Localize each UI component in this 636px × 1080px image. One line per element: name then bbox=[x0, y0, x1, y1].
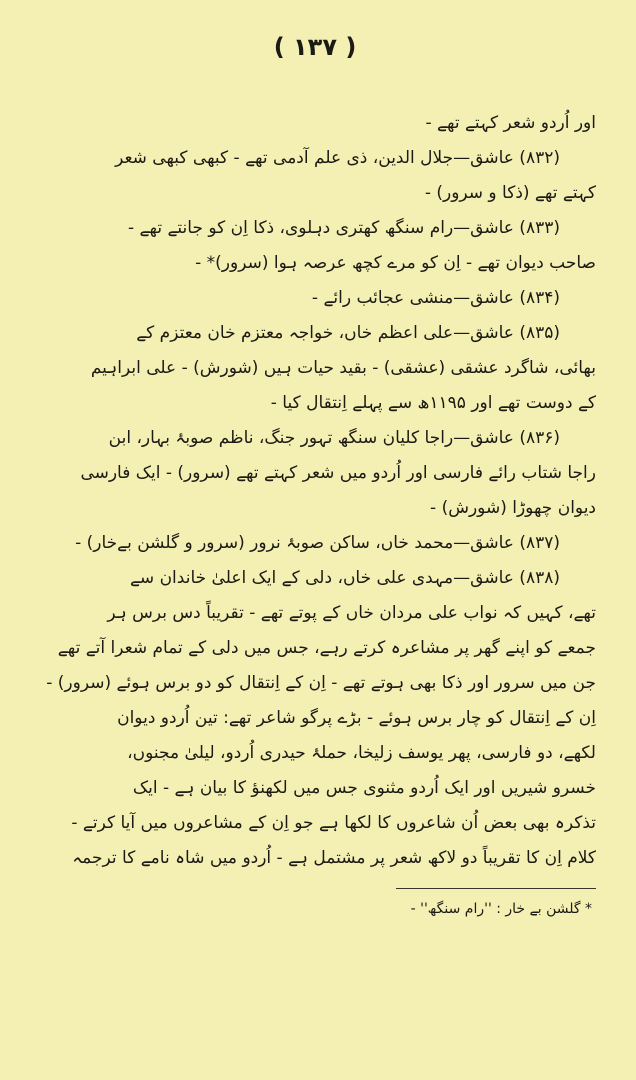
text-line: تھے، کہیں کہ نواب علی مردان خاں کے پوتے تھے - تقریباً دس برس ہر bbox=[107, 603, 596, 623]
text-line: اِن کے اِنتقال کو چار برس ہوئے - بڑے پرگو شاعر تھے: تین اُردو دیوان bbox=[117, 708, 596, 728]
entry-833: (۸۳۳) عاشق—رام سنگھ کھتری دہلوی، ذکا اِن کو جانتے تھے - bbox=[127, 218, 560, 238]
entry-837: (۸۳۷) عاشق—محمد خاں، ساکن صوبۂ نرور (سرور و گلشن بےخار) - bbox=[75, 533, 560, 553]
text-line: تذکرہ بھی بعض اُن شاعروں کا لکھا ہے جو اِن کے مشاعروں میں آیا کرتے - bbox=[71, 813, 596, 833]
text-line: جمعے کو اپنے گھر پر مشاعرہ کرتے رہے، جس میں دلی کے تمام شعرا آتے تھے bbox=[57, 638, 596, 658]
text-line: صاحب دیوان تھے - اِن کو مرے کچھ عرصہ ہوا (سرور)* - bbox=[195, 253, 596, 273]
text-line: اور اُردو شعر کہتے تھے - bbox=[425, 113, 596, 133]
footnote-divider bbox=[396, 888, 596, 889]
page-number: ( ۱۳۷ ) bbox=[273, 33, 357, 61]
text-line: جن میں سرور اور ذکا بھی ہوتے تھے - اِن کے اِنتقال کو دو برس ہوئے (سرور) - bbox=[46, 673, 596, 693]
entry-832: (۸۳۲) عاشق—جلال الدین، ذی علم آدمی تھے - کبھی کبھی شعر bbox=[115, 148, 560, 168]
page-body bbox=[34, 106, 596, 876]
footnote: * گلشن بے خار : ''رام سنگھ'' - bbox=[410, 901, 592, 917]
entry-836: (۸۳۶) عاشق—راجا کلیان سنگھ تہور جنگ، ناظم صوبۂ بہار، ابن bbox=[108, 428, 560, 448]
text-line: کہتے تھے (ذکا و سرور) - bbox=[424, 183, 596, 203]
text-line: کے دوست تھے اور ۱۱۹۵ھ سے پہلے اِنتقال کیا - bbox=[270, 393, 596, 413]
text-line: دیوان چھوڑا (شورش) - bbox=[430, 498, 596, 518]
text-line: کلام اِن کا تقریباً دو لاکھ شعر پر مشتمل ہے - اُردو میں شاہ نامے کا ترجمہ bbox=[72, 848, 596, 868]
entry-834: (۸۳۴) عاشق—منشی عجائب رائے - bbox=[311, 288, 560, 308]
entry-838: (۸۳۸) عاشق—مہدی علی خاں، دلی کے ایک اعلیٰ خاندان سے bbox=[129, 568, 560, 588]
text-line: خسرو شیریں اور ایک اُردو مثنوی جس میں لکھنؤ کا بیان ہے - ایک bbox=[132, 778, 596, 798]
entry-835: (۸۳۵) عاشق—علی اعظم خاں، خواجہ معتزم خان معتزم کے bbox=[136, 323, 560, 343]
text-line: لکھے، دو فارسی، پھر یوسف زلیخا، حملۂ حیدری اُردو، لیلیٰ مجنوں، bbox=[127, 743, 596, 763]
text-line: بھائی، شاگرد عشقی (عشقی) - بقید حیات ہیں (شورش) - علی ابراہیم bbox=[90, 358, 596, 378]
text-line: راجا شتاب رائے فارسی اور اُردو میں شعر کہتے تھے (سرور) - ایک فارسی bbox=[80, 463, 596, 483]
